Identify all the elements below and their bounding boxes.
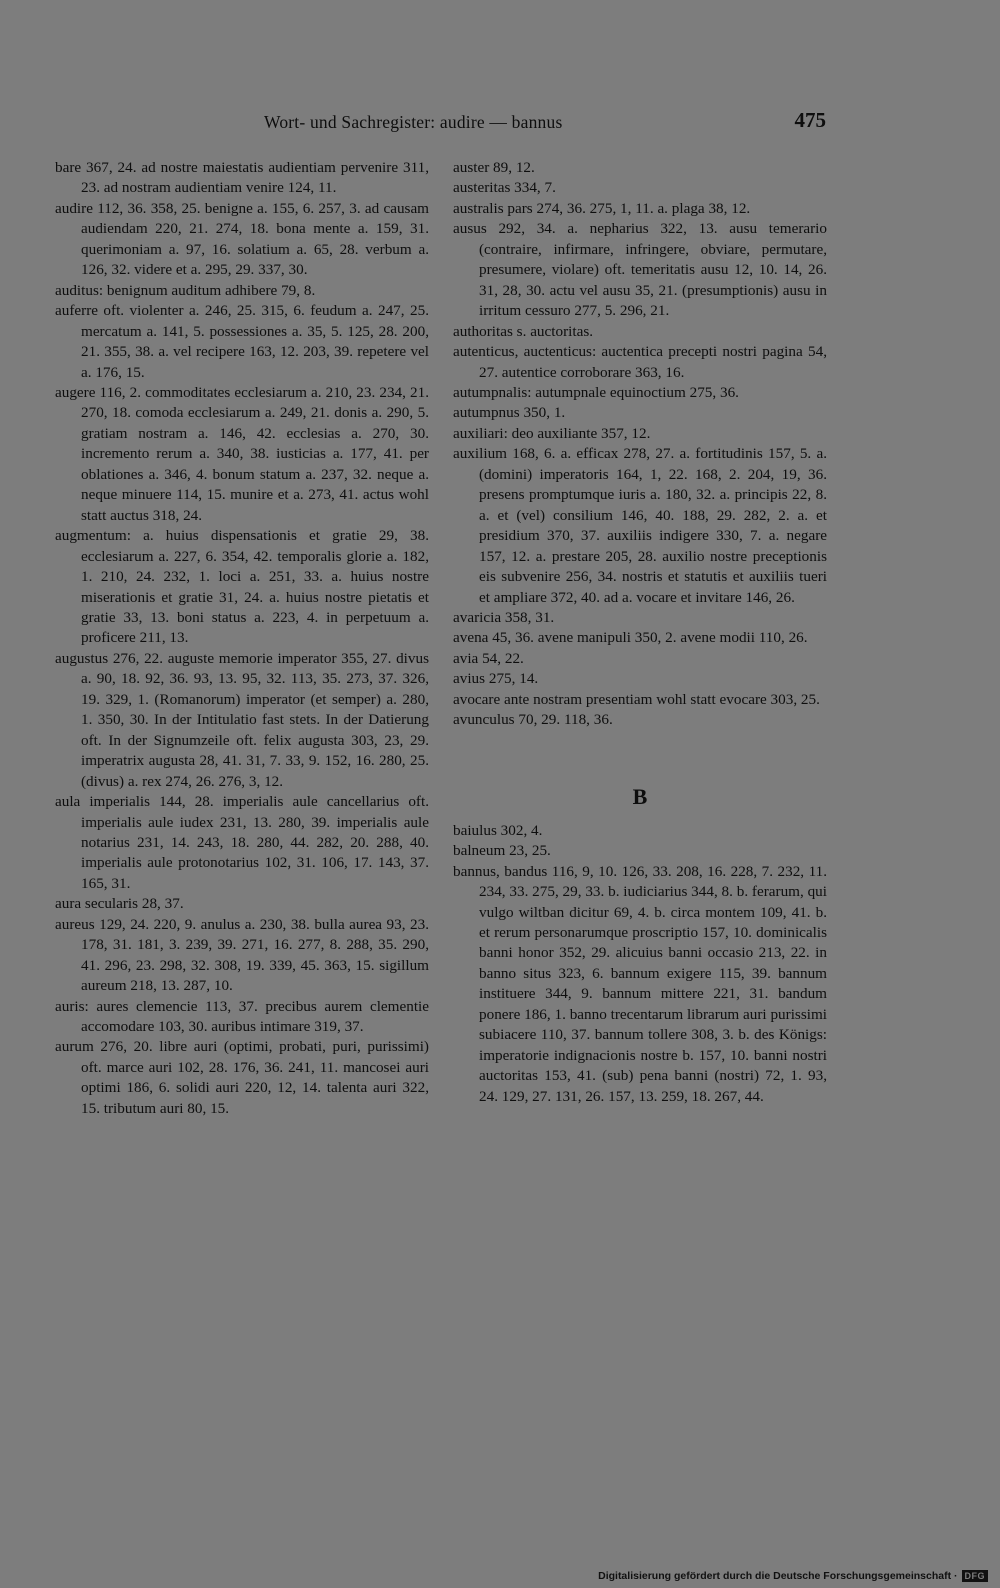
index-entry: australis pars 274, 36. 275, 1, 11. a. plaga 38, 12.: [453, 199, 751, 217]
page-number: 475: [794, 108, 826, 132]
index-entry: bannus, bandus 116, 9, 10. 126, 33. 208, 16. 228, 7. 232, 11. 234, 33. 275, 29, 33. b. iudiciarius 344, 8. b. ferarum, qui vulgo wiltban dicitur 69, 4. b. circa montem 109, 41. b. et rerum personarumque proscriptio 157, 10. dominicalis banni honor 352, 29. alicuius banni occasio 213, 22. in banno situs 323, 6. bannum exigere 115, 39. bannum instituere 344, 9. bannum mittere 221, 31. bandum ponere 186, 1. banno trecentarum librarum auri purissimi subiacere 110, 37. bannum tollere 308, 3. b. des Königs: imperatorie indignacionis nostre b. 157, 10. banni nostri auctoritas 153, 41. (sub) pena banni (nostri) 72, 1. 93, 24. 129, 27. 131, 26. 157, 13. 259, 18. 267, 44.: [453, 862, 827, 1105]
index-entry: avena 45, 36. avene manipuli 350, 2. avene modii 110, 26.: [453, 629, 808, 647]
index-entry: ausus 292, 34. a. nepharius 322, 13. ausu temerario (contraire, infirmare, infringere, obviare, permutare, presumere, violare) oft. temeritatis ausu 12, 10. 14, 26. 31, 28, 30. actu vel ausu 35, 21. (presumptionis) ausu in irritum cessuro 277, 5. 296, 21.: [453, 220, 827, 320]
index-entry: audire 112, 36. 358, 25. benigne a. 155, 6. 257, 3. ad causam audiendam 220, 21. 274, 18. bona mente a. 159, 31. querimoniam a. 97, 16. solatium a. 65, 28. verbum a. 126, 32. videre et a. 295, 29. 337, 30.: [55, 199, 429, 279]
index-entry: aura secularis 28, 37.: [55, 895, 184, 913]
index-entry: avocare ante nostram presentiam wohl statt evocare 303, 25.: [453, 690, 820, 708]
left-column: [55, 158, 429, 1119]
index-entry: auferre oft. violenter a. 246, 25. 315, 6. feudum a. 247, 25. mercatum a. 141, 5. possessiones a. 35, 5. 125, 28. 200, 21. 355, 38. a. vel recipere 163, 12. 203, 39. repetere vel a. 176, 15.: [55, 302, 429, 381]
digitization-credit: [598, 1570, 988, 1582]
index-entry: aula imperialis 144, 28. imperialis aule cancellarius oft. imperialis aule iudex 231, 13. 280, 39. imperialis aule notarius 231, 14. 243, 18. 280, 44. 282, 20. 288, 40. imperialis aule protonotarius 102, 31. 106, 17. 143, 37. 165, 31.: [55, 793, 429, 892]
section-letter: B: [632, 783, 648, 809]
index-entry: balneum 23, 25.: [453, 842, 551, 860]
index-entry: aureus 129, 24. 220, 9. anulus a. 230, 38. bulla aurea 93, 23. 178, 31. 181, 3. 239, 39. 271, 16. 277, 8. 288, 35. 290, 41. 296, 23. 298, 32. 308, 19. 339, 45. 363, 15. sigillum aureum 218, 13. 287, 10.: [55, 915, 429, 995]
index-entry: auster 89, 12.: [453, 159, 535, 176]
dfg-logo: DFG: [962, 1570, 989, 1582]
running-title: Wort- und Sachregister: audire — bannus: [264, 112, 563, 132]
index-entry: austeritas 334, 7.: [453, 179, 556, 197]
credit-text: Digitalisierung gefördert durch die Deutsche Forschungsgemeinschaft ·: [598, 1570, 958, 1582]
index-entry: avia 54, 22.: [453, 649, 524, 667]
index-entry: augustus 276, 22. auguste memorie imperator 355, 27. divus a. 90, 18. 92, 36. 93, 13. 95, 32. 113, 35. 273, 37. 326, 19. 329, 1. (Romanorum) imperator (et semper) a. 280, 1. 350, 30. In der Intitulatio fast stets. In der Datierung oft. In der Signumzeile oft. felix augusta 303, 23, 29. imperatrix augusta 28, 41. 31, 7. 33, 9. 152, 16. 280, 25. (divus) a. rex 274, 26. 276, 3, 12.: [55, 649, 429, 790]
page-header: [54, 108, 826, 138]
index-entry: auxiliari: deo auxiliante 357, 12.: [453, 424, 651, 442]
right-column: [453, 158, 827, 1107]
index-entry: augere 116, 2. commoditates ecclesiarum a. 210, 23. 234, 21. 270, 18. comoda ecclesiarum a. 249, 21. donis a. 290, 5. gratiam nostram a. 146, 42. ecclesias a. 270, 30. incremento rerum a. 340, 38. iusticias a. 177, 41. per oblationes a. 346, 4. bonum statum a. 237, 32. neque a. neque minuere 114, 15. munire et a. 273, 41. actus wohl statt auctus 318, 24.: [55, 383, 429, 524]
index-entry: autumpnus 350, 1.: [453, 404, 566, 422]
index-entry: authoritas s. auctoritas.: [453, 322, 594, 340]
index-entry: aurum 276, 20. libre auri (optimi, probati, puri, purissimi) oft. marce auri 102, 28. 176, 36. 241, 11. mancosei auri optimi 186, 6. solidi auri 220, 12, 14. talenta auri 322, 15. tributum auri 80, 15.: [55, 1038, 429, 1117]
index-entry: avaricia 358, 31.: [453, 608, 555, 626]
index-entry: autenticus, auctenticus: auctentica precepti nostri pagina 54, 27. autentice corroborare 363, 16.: [453, 343, 827, 381]
index-entry: auxilium 168, 6. a. efficax 278, 27. a. fortitudinis 157, 5. a. (domini) imperatoris 164, 1, 22. 168, 2. 204, 19, 36. presens promptumque iuris a. 180, 32. a. principis 22, 8. a. et (vel) consilium 146, 40. 188, 29. 282, 2. a. et presidium 370, 37. auxiliis indigere 330, 7. a. negare 157, 12. a. prestare 205, 28. auxilio nostre preceptionis eis subvenire 256, 34. nostris et statutis et auxiliis tueri et ampliare 372, 40. ad a. vocare et invitare 146, 26.: [453, 445, 827, 606]
index-entry: baiulus 302, 4.: [453, 821, 543, 839]
index-entry: auditus: benignum auditum adhibere 79, 8.: [55, 281, 316, 299]
index-entry: bare 367, 24. ad nostre maiestatis audientiam pervenire 311, 23. ad nostram audientiam venire 124, 11.: [55, 159, 429, 197]
index-entry: auris: aures clemencie 113, 37. precibus aurem clementie accomodare 103, 30. auribus intimare 319, 37.: [55, 997, 429, 1036]
index-entry: autumpnalis: autumpnale equinoctium 275, 36.: [453, 383, 739, 401]
index-entry: avius 275, 14.: [453, 670, 539, 688]
index-entry: augmentum: a. huius dispensationis et gratie 29, 38. ecclesiarum a. 227, 6. 354, 42. temporalis glorie a. 182, 1. 210, 24. 232, 1. loci a. 251, 33. a. huius nostre miserationis et gratie 31, 24. a. huius nostre pietatis et gratie 33, 13. boni status a. 223, 4. in perpetuum a. proficere 211, 13.: [55, 527, 429, 647]
index-entry: avunculus 70, 29. 118, 36.: [453, 711, 613, 729]
